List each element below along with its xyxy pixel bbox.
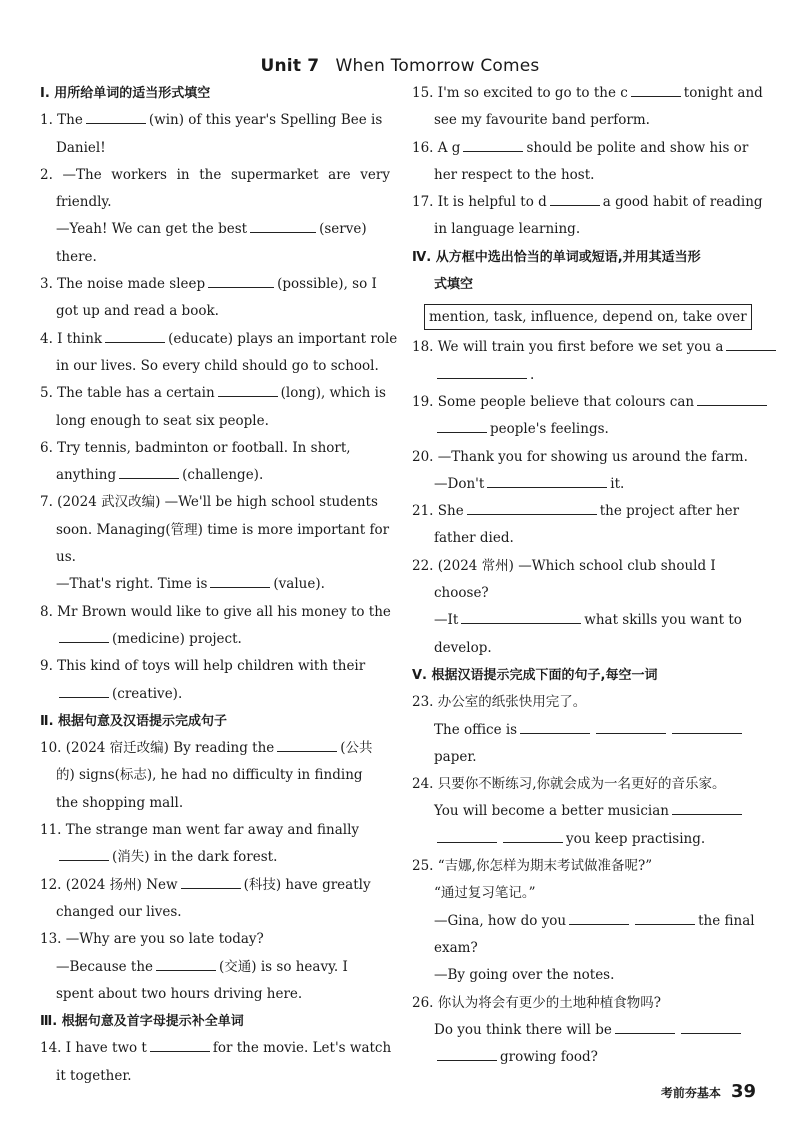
answer-blank[interactable] [437,366,527,379]
question-9: 9. This kind of toys will help children with their [40,658,366,675]
answer-blank[interactable] [463,139,523,152]
answer-blank[interactable] [277,739,337,752]
question-26: 26. 你认为将会有更少的土地种植食物吗? [412,994,661,1011]
section-heading-3: Ⅲ. 根据句意及首字母提示补全单词 [40,1014,244,1030]
word-box: mention, task, influence, depend on, take over [424,304,752,330]
section-heading-1: Ⅰ. 用所给单词的适当形式填空 [40,86,211,101]
question-12: 12. (2024 扬州) New (科技) have greatly [40,876,371,893]
answer-blank[interactable] [105,330,165,343]
section-heading-2: Ⅱ. 根据句意及汉语提示完成句子 [40,713,228,729]
question-15: 15. I'm so excited to go to the c tonight and [412,85,763,101]
section-heading-4: Ⅳ. 从方框中选出恰当的单词或短语,并用其适当形 [412,249,701,265]
question-7: 7. (2024 武汉改编) —We'll be high school students [40,494,378,511]
answer-blank[interactable] [210,575,270,588]
answer-blank[interactable] [250,220,316,233]
answer-blank[interactable] [487,475,607,488]
answer-blank[interactable] [467,502,597,515]
question-22: 22. (2024 常州) —Which school club should I [412,557,716,574]
answer-blank[interactable] [86,111,146,124]
question-1: 1. The (win) of this year's Spelling Bee is [40,112,383,129]
question-13: 13. —Why are you so late today? [40,931,264,948]
left-column: Ⅰ. 用所给单词的适当形式填空 1. The (win) of this year's Spelling Bee is Daniel! 2. —The workers in the supermarket are very friendly. —Yeah! We can get the best (serve) there. 3. The noise made sleep (possible), so I got up and read a book. 4. I think (educate) plays an important role in our lives. So every child should go to school. 5. The table has a certain (long), which is long enough to seat six people. 6. Try tennis, badminton or football. In short, anything (challenge). 7. (2024 武汉改编) —We'll be high school students soon. Managing(管理) time is more important for us. —That's right. Time is (value). 8. Mr Brown would like to give all his money to the (medicine) project. 9. This kind of toys will help children with their (creative). Ⅱ. 根据句意及汉语提示完成句子 10. (2024 宿迁改编) By reading the (公共 的) signs(标志), he had no difficulty in finding the shopping mall. 11. The strange man went far away and finally (消失) in the dark forest. 12. (2024 扬州) New (科技) have greatly changed our lives. 13. —Why are you so late today? —Because the (交通) is so heavy. I spent about two hours driving here. Ⅲ. 根据句意及首字母提示补全单词 14. I have two t for the movie. Let's watch it together. [40,80,390,1090]
answer-blank[interactable] [59,685,109,698]
question-23: 23. 办公室的纸张快用完了。 [412,694,587,711]
answer-blank[interactable] [726,338,776,351]
answer-blank[interactable] [569,912,629,925]
question-10: 10. (2024 宿迁改编) By reading the (公共 [40,740,373,757]
answer-blank[interactable] [119,466,179,479]
question-11: 11. The strange man went far away and finally [40,822,360,839]
answer-blank[interactable] [550,193,600,206]
answer-blank[interactable] [615,1021,675,1034]
answer-blank[interactable] [181,876,241,889]
answer-blank[interactable] [208,275,274,288]
question-6: 6. Try tennis, badminton or football. In short, [40,439,351,456]
answer-blank[interactable] [635,912,695,925]
answer-blank[interactable] [156,958,216,971]
question-14: 14. I have two t for the movie. Let's watch [40,1040,392,1057]
question-19: 19. Some people believe that colours can [412,389,762,416]
answer-blank[interactable] [681,1021,741,1034]
section-heading-5: Ⅴ. 根据汉语提示完成下面的句子,每空一词 [412,667,658,683]
answer-blank[interactable] [697,393,767,406]
unit-label: Unit 7 [260,56,320,76]
answer-blank[interactable] [59,848,109,861]
question-5: 5. The table has a certain (long), which is [40,385,386,402]
question-20: 20. —Thank you for showing us around the farm. [412,448,748,465]
question-4: 4. I think (educate) plays an important role [40,330,398,347]
question-25: 25. “吉娜,你怎样为期末考试做准备呢?” [412,858,653,875]
answer-blank[interactable] [59,630,109,643]
question-8: 8. Mr Brown would like to give all his money to the [40,603,391,620]
answer-blank[interactable] [437,420,487,433]
footer-label: 考前夯基本 [660,1086,721,1100]
answer-blank[interactable] [461,611,581,624]
answer-blank[interactable] [503,830,563,843]
answer-blank[interactable] [631,84,681,97]
page-footer [661,1081,756,1102]
question-18: 18. We will train you first before we set you a [412,334,762,361]
answer-blank[interactable] [218,384,278,397]
unit-title: When Tomorrow Comes [335,56,540,76]
answer-blank[interactable] [437,1048,497,1061]
question-21: 21. She the project after her [412,503,740,520]
answer-blank[interactable] [520,721,590,734]
answer-blank[interactable] [150,1039,210,1052]
page-title [0,56,800,76]
question-24: 24. 只要你不断练习,你就会成为一名更好的音乐家。 [412,776,726,793]
question-3: 3. The noise made sleep (possible), so I [40,276,377,293]
answer-blank[interactable] [596,721,666,734]
answer-blank[interactable] [672,802,742,815]
answer-blank[interactable] [672,721,742,734]
answer-blank[interactable] [437,830,497,843]
question-17: 17. It is helpful to d a good habit of reading [412,194,763,211]
right-column: 15. I'm so excited to go to the c tonight and see my favourite band perform. 16. A g should be polite and show his or her respect to the host. 17. It is helpful to d a good habit of reading in language learning. Ⅳ. 从方框中选出恰当的单词或短语,并用其适当形 式填空 mention, task, influence, depend on, take over 18. We will train you first before we set you a . 19. Some people believe that colours can people's feelings. 20. —Thank you for showing us around the farm. —Don't it. 21. She the project after her father died. 22. (2024 常州) —Which school club should I choose? —It what skills you want to develop. Ⅴ. 根据汉语提示完成下面的句子,每空一词 23. 办公室的纸张快用完了。 The office is paper. 24. 只要你不断练习,你就会成为一名更好的音乐家。 You will become a better musician you keep practising. 25. “吉娜,你怎样为期末考试做准备呢?” “通过复习笔记。” —Gina, how do you the final exam? —By going over the notes. 26. 你认为将会有更少的土地种植食物吗? Do you think there will be growing food? [412,80,762,1071]
page-number: 39 [730,1081,756,1102]
question-16: 16. A g should be polite and show his or [412,139,749,156]
question-2: 2. —The workers in the supermarket are very [40,166,390,183]
